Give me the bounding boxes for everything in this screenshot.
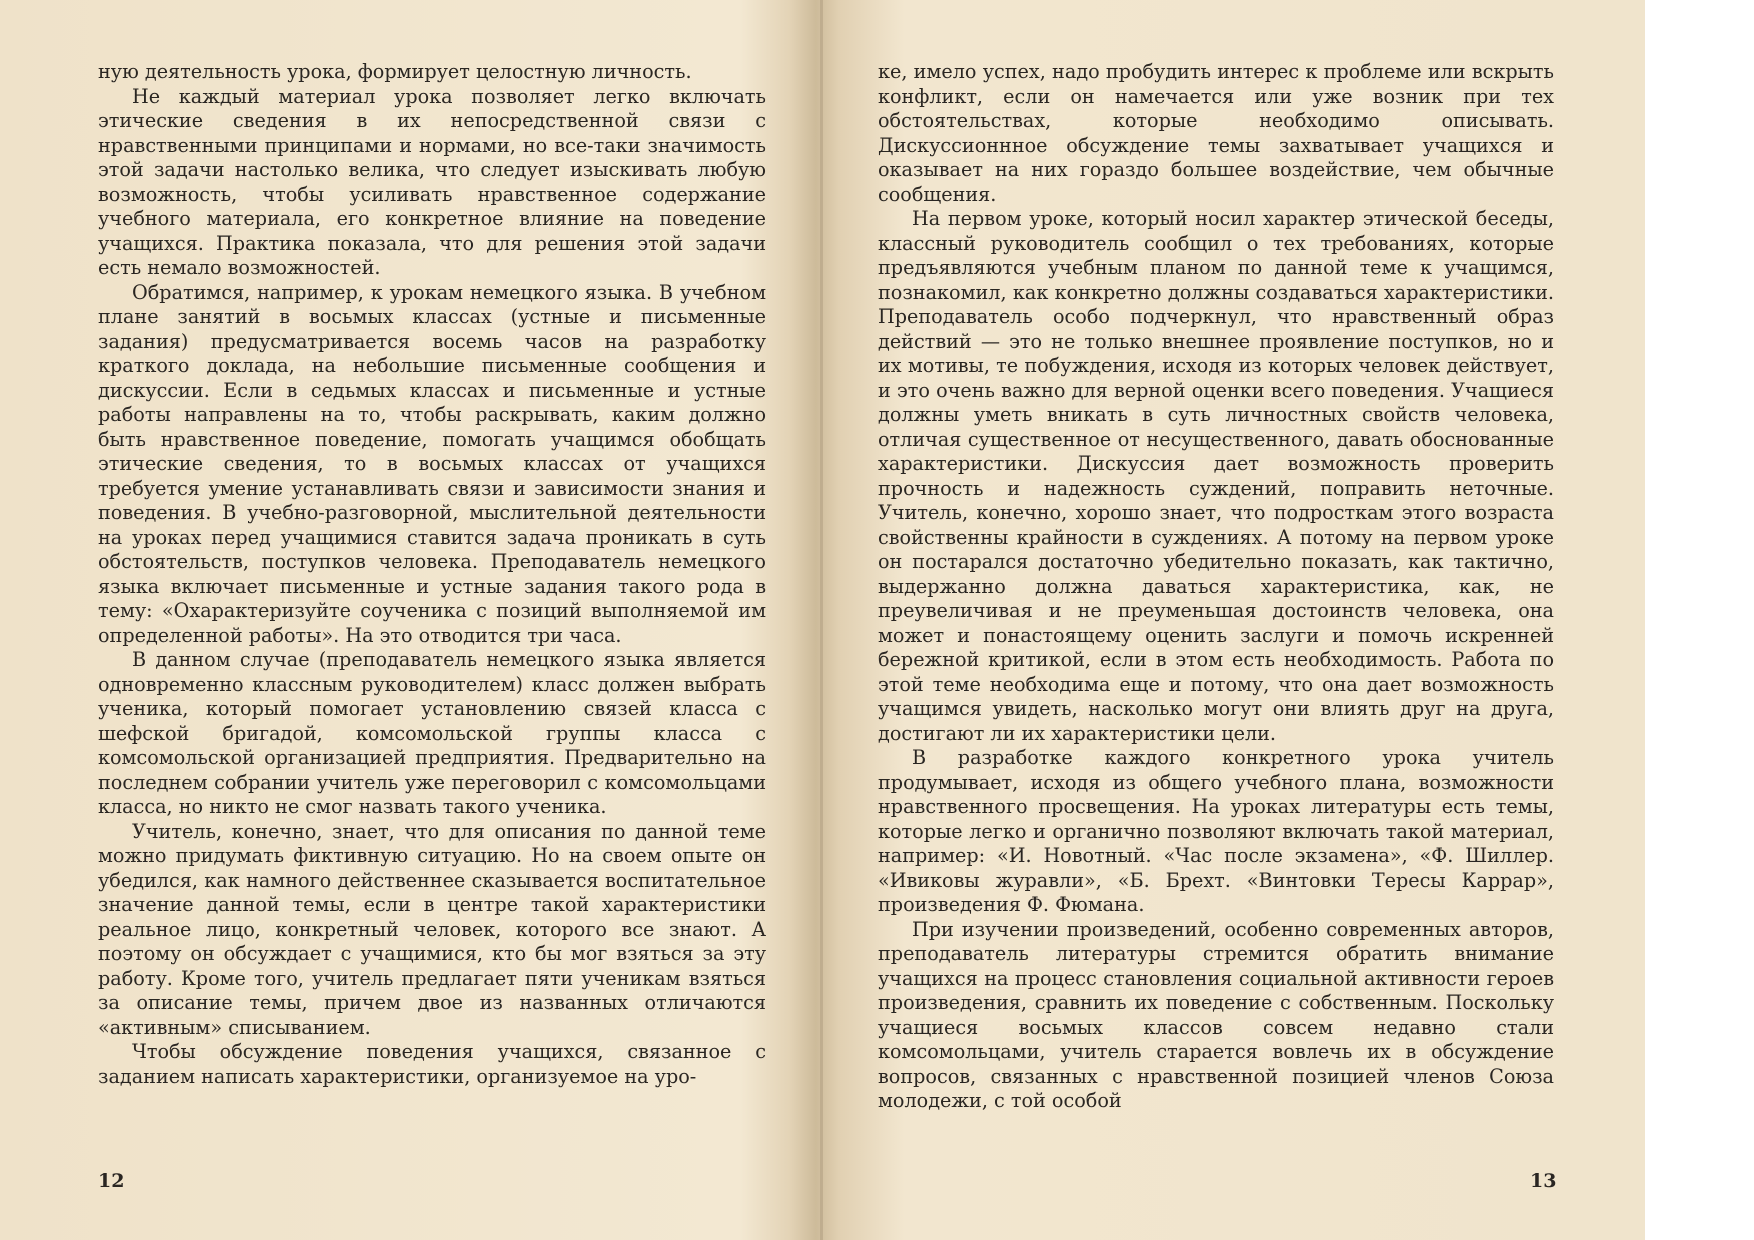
paragraph: Не каждый материал урока позволяет легко включать этические сведения в их непосредственной связи с нравственными принципами и нормами, но все-таки значимость этой задачи настолько велика, что следует изыскивать любую возможность, чтобы усиливать нравственное содержание учебного материала, его конкретное влияние на поведение учащихся. Практика показала, что для решения этой задачи есть немало возможностей. (98, 84, 766, 279)
paragraph: На первом уроке, который носил характер этической беседы, классный руководитель сообщил о тех требованиях, которые предъявляются учебным планом по данной теме к учащимся, познакомил, как конкретно должны создаваться характеристики. Преподаватель особо подчеркнул, что нравственный образ действий — это не только внешнее проявление поступков, но и их мотивы, те побуждения, исходя из которых человек действует, и это очень важно для верной оценки всего поведения. Учащиеся должны уметь вникать в суть личностных свойств человека, отличая существенное от несущественного, давать обоснованные характеристики. Дискуссия дает возможность проверить прочность и надежность суждений, поправить неточные. Учитель, конечно, хорошо знает, что подросткам этого возраста свойственны крайности в суждениях. А потому на первом уроке он постарался достаточно убедительно показать, как тактично, выдержанно должна даваться характеристика, как, не преувеличивая и не преуменьшая достоинств человека, она может и понастоящему оценить заслуги и помочь искренней бережной критикой, если в этом есть необходимость. Работа по этой теме необходима еще и потому, что она дает возможность учащимся увидеть, насколько могут они влиять друг на друга, достигают ли их характеристики цели. (878, 207, 1554, 745)
paragraph: ную деятельность урока, формирует целостную личность. (98, 60, 692, 83)
paragraph: При изучении произведений, особенно современных авторов, преподаватель литературы стремится обратить внимание учащихся на процесс становления социальной активности героев произведения, сравнить их поведение с собственным. Поскольку учащиеся восьмых классов совсем недавно стали комсомольцами, учитель старается вовлечь их в обсуждение вопросов, связанных с нравственной позицией членов Союза молодежи, с той особой (878, 917, 1554, 1112)
paragraph: Обратимся, например, к урокам немецкого языка. В учебном плане занятий в восьмых классах (устные и письменные задания) предусматривается восемь часов на разработку краткого доклада, на небольшие письменные сообщения и дискуссии. Если в седьмых классах и письменные и устные работы направлены на то, чтобы раскрывать, каким должно быть нравственное поведение, помогать учащимся обобщать этические сведения, то в восьмых классах от учащихся требуется умение устанавливать связи и зависимости знания и поведения. В учебно-разговорной, мыслительной деятельности на уроках перед учащимися ставится задача проникать в суть обстоятельств, поступков человека. Преподаватель немецкого языка включает письменные и устные задания такого рода в тему: «Охарактеризуйте соученика с позиций выполняемой им определенной работы». На это отводится три часа. (98, 280, 766, 647)
paragraph: В разработке каждого конкретного урока учитель продумывает, исходя из общего учебного плана, возможности нравственного просвещения. На уроках литературы есть темы, которые легко и органично позволяют включать такой материал, например: «И. Новотный. «Час после экзамена», «Ф. Шиллер. «Ивиковы журавли», «Б. Брехт. «Винтовки Тересы Каррар», произведения Ф. Фюмана. (878, 746, 1554, 916)
page-number-left: 12 (98, 1170, 125, 1192)
book-gutter (820, 0, 823, 1240)
paragraph: Чтобы обсуждение поведения учащихся, связанное с заданием написать характеристики, организуемое на уро- (98, 1040, 766, 1088)
right-page (878, 60, 1554, 1114)
paragraph: Учитель, конечно, знает, что для описания по данной теме можно придумать фиктивную ситуацию. Но на своем опыте он убедился, как намного действеннее сказывается воспитательное значение данной темы, если в центре такой характеристики реальное лицо, конкретный человек, которого все знают. А поэтому он обсуждает с учащимися, кто бы мог взяться за эту работу. Кроме того, учитель предлагает пяти ученикам взяться за описание темы, причем двое из названных отличаются «активным» списыванием. (98, 819, 766, 1039)
page-number-right: 13 (1530, 1170, 1557, 1192)
scan-margin (1645, 0, 1754, 1240)
left-page (98, 60, 766, 1089)
paragraph: ке, имело успех, надо пробудить интерес к проблеме или вскрыть конфликт, если он намечается или уже возник при тех обстоятельствах, которые необходимо описывать. Дискуссионнное обсуждение темы захватывает учащихся и оказывает на них гораздо большее воздействие, чем обычные сообщения. (878, 60, 1554, 206)
paragraph: В данном случае (преподаватель немецкого языка является одновременно классным руководителем) класс должен выбрать ученика, который помогает установлению связей класса с шефской бригадой, комсомольской группы класса с комсомольской организацией предприятия. Предварительно на последнем собрании учитель уже переговорил с комсомольцами класса, но никто не смог назвать такого ученика. (98, 648, 766, 818)
